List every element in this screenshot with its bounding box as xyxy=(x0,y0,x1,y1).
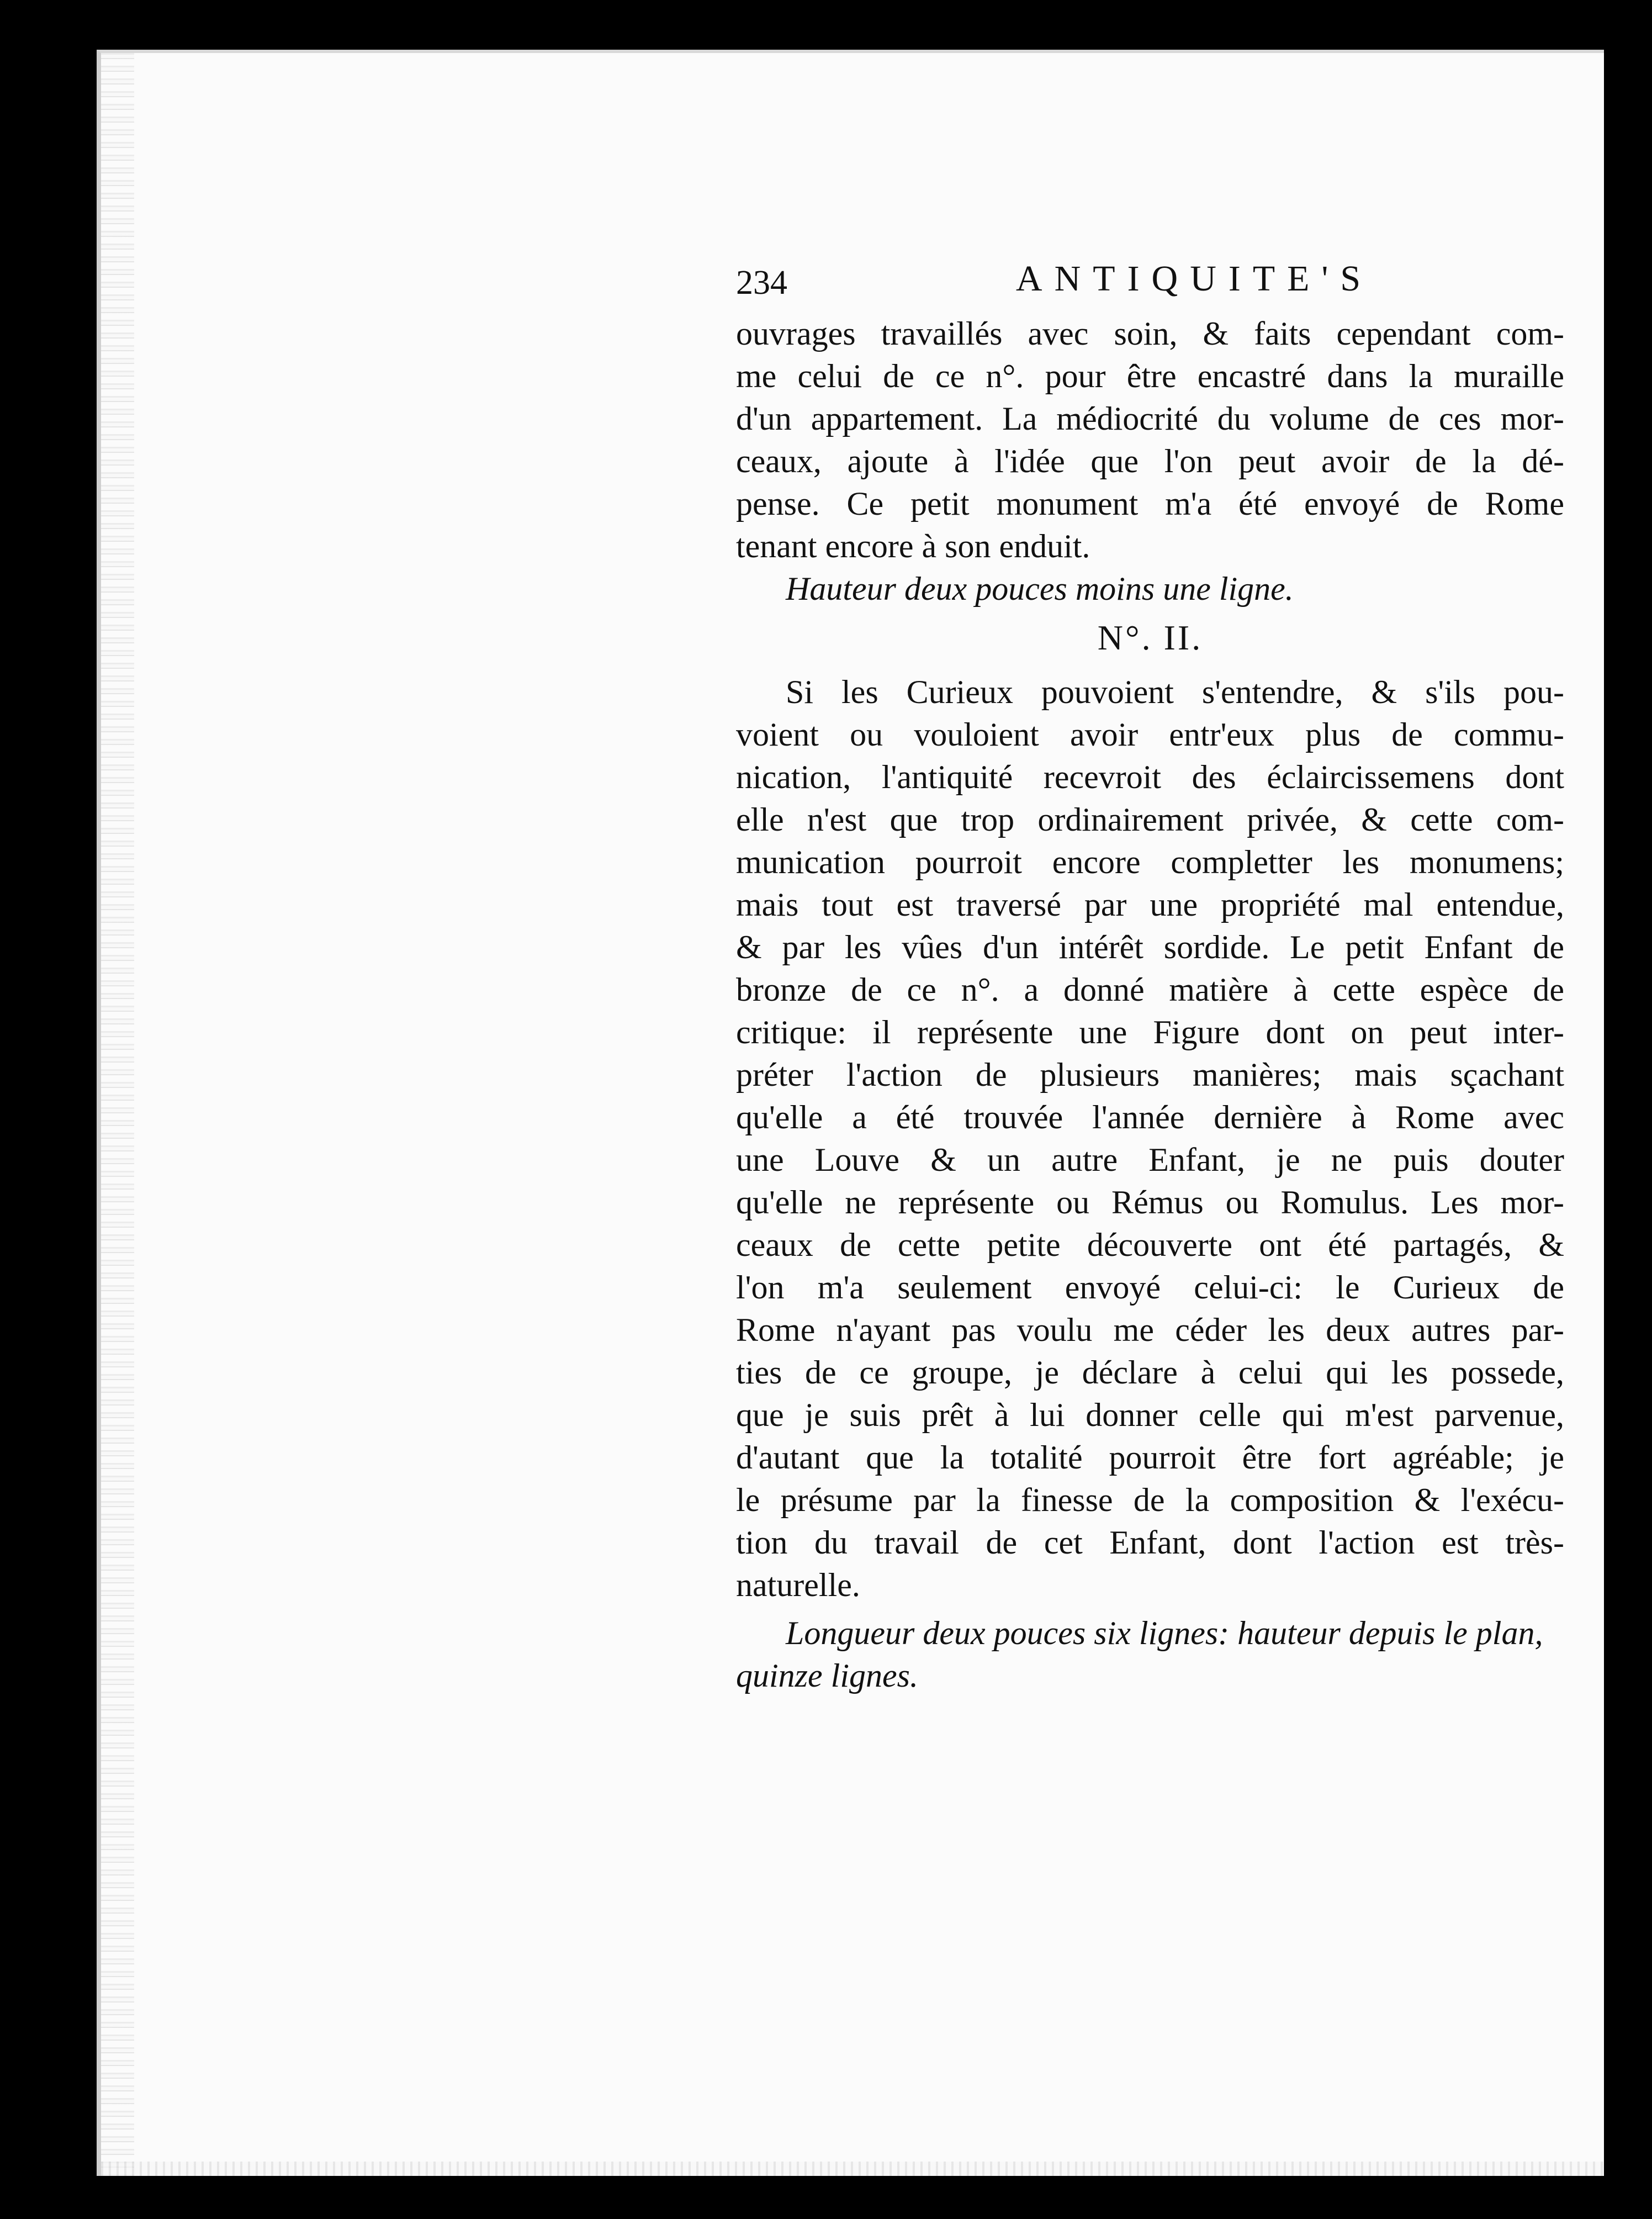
text-line: pense. Ce petit monument m'a été envoyé de Rome xyxy=(736,485,1564,522)
text-line: d'autant que la totalité pourroit être fort agréable; je xyxy=(736,1439,1564,1476)
text-line: qu'elle ne représente ou Rémus ou Romulus. Les mor- xyxy=(736,1184,1564,1221)
measurement-note: Longueur deux pouces six lignes: hauteur depuis le plan, xyxy=(786,1615,1543,1651)
text-line: me celui de ce n°. pour être encastré dans la muraille xyxy=(736,358,1564,394)
text-line: une Louve & un autre Enfant, je ne puis douter xyxy=(736,1142,1564,1178)
text-line: tion du travail de cet Enfant, dont l'action est très- xyxy=(736,1524,1564,1561)
text-line: voient ou vouloient avoir entr'eux plus de commu- xyxy=(736,716,1564,753)
text-line: ouvrages travaillés avec soin, & faits cependant com- xyxy=(736,315,1564,352)
running-title: ANTIQUITE'S xyxy=(1015,258,1373,299)
intro-paragraph xyxy=(736,313,1564,568)
text-line: que je suis prêt à lui donner celle qui m'est parvenue, xyxy=(736,1397,1564,1433)
text-block xyxy=(736,257,1564,1697)
text-line: critique: il représente une Figure dont on peut inter- xyxy=(736,1014,1564,1050)
text-line: nication, l'antiquité recevroit des éclaircissemens dont xyxy=(736,759,1564,795)
measurement-note: Hauteur deux pouces moins une ligne. xyxy=(786,570,1294,607)
running-header xyxy=(736,257,1564,313)
page-bottom-texture xyxy=(101,2162,1604,2176)
text-line: qu'elle a été trouvée l'année dernière à Rome avec xyxy=(736,1099,1564,1135)
text-line: ceaux, ajoute à l'idée que l'on peut avoir de la dé- xyxy=(736,443,1564,479)
text-line: ties de ce groupe, je déclare à celui qui les possede, xyxy=(736,1354,1564,1391)
text-line: elle n'est que trop ordinairement privée, & cette com- xyxy=(736,801,1564,838)
text-line: préter l'action de plusieurs manières; mais sçachant xyxy=(736,1056,1564,1093)
text-line: Rome n'ayant pas voulu me céder les deux autres par- xyxy=(736,1312,1564,1348)
measurement-note: quinze lignes. xyxy=(736,1657,918,1694)
text-line: d'un appartement. La médiocrité du volume de ces mor- xyxy=(736,400,1564,437)
text-line: l'on m'a seulement envoyé celui-ci: le Curieux de xyxy=(736,1269,1564,1306)
section-title: N°. II. xyxy=(1097,618,1203,657)
text-line: tenant encore à son enduit. xyxy=(736,528,1090,564)
text-line: bronze de ce n°. a donné matière à cette espèce de xyxy=(736,971,1564,1008)
page-number: 234 xyxy=(736,264,787,302)
text-line: le présume par la finesse de la composition & l'exécu- xyxy=(736,1482,1564,1518)
section-paragraph xyxy=(736,671,1564,1607)
text-line: mais tout est traversé par une propriété mal entendue, xyxy=(736,886,1564,923)
page-edge-texture xyxy=(101,53,134,2176)
text-line: & par les vûes d'un intérêt sordide. Le petit Enfant de xyxy=(736,929,1564,965)
text-line: Si les Curieux pouvoient s'entendre, & s'ils pou- xyxy=(786,674,1564,710)
text-line: munication pourroit encore completter les monumens; xyxy=(736,844,1564,880)
text-line: naturelle. xyxy=(736,1567,860,1603)
book-page xyxy=(97,50,1604,2176)
text-line: ceaux de cette petite découverte ont été partagés, & xyxy=(736,1227,1564,1263)
